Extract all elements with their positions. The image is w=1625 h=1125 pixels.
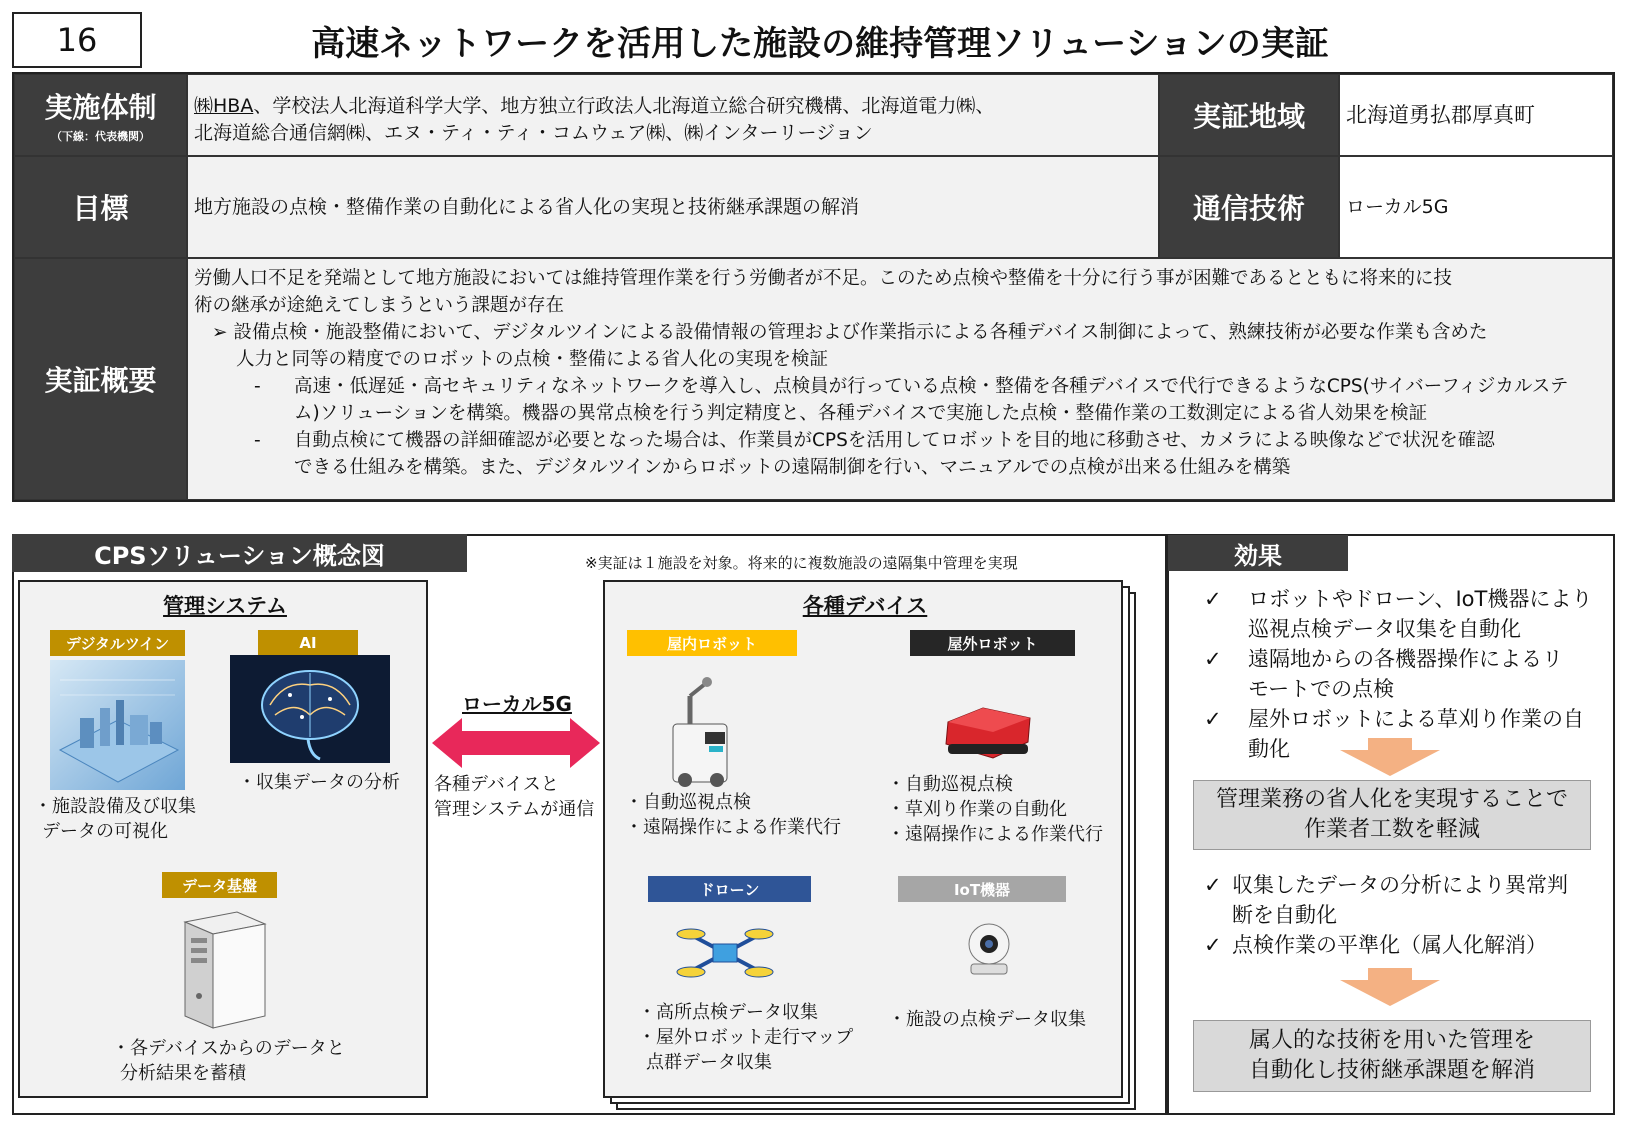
lead-organization: ㈱HBA	[194, 95, 254, 117]
effect-item	[1204, 870, 1568, 930]
drone-icon	[675, 922, 775, 984]
link-desc	[434, 772, 594, 822]
overview-dash-cont: できる仕組みを構築。また、デジタルツインからロボットの遠隔制御を行い、マニュアルでの点検が出来る仕組みを構築	[294, 457, 1291, 478]
region-value: 北海道勇払郡厚真町	[1339, 74, 1613, 156]
link-desc-line: 管理システムが通信	[434, 799, 595, 820]
outdoor-robot-tag: 屋外ロボット	[910, 630, 1075, 656]
iot-tag: IoT機器	[898, 876, 1066, 902]
devices-title: 各種デバイス	[802, 594, 928, 618]
effect-line: 動化	[1248, 737, 1290, 761]
outdoor-desc-line: ・自動巡視点検	[887, 774, 1013, 795]
overview-dash-cont: ム)ソリューションを構築。機器の異常点検を行う判定精度と、各種デバイスで実施した点検・整備作業の工数測定による省人効果を検証	[294, 403, 1428, 424]
db-tag: データ基盤	[162, 872, 277, 898]
link-desc-line: 各種デバイスと	[434, 774, 559, 795]
effect-line: 点検作業の平準化（属人化解消）	[1232, 933, 1547, 957]
dash-mark: -	[254, 430, 261, 451]
result-line: 自動化し技術継承課題を解消	[1248, 1058, 1535, 1083]
twin-tag: デジタルツイン	[50, 630, 185, 656]
indoor-desc-line: ・遠隔操作による作業代行	[625, 817, 841, 838]
effect-line: モートでの点検	[1248, 677, 1395, 701]
org-header	[14, 74, 187, 156]
indoor-desc-line: ・自動巡視点検	[625, 792, 751, 813]
twin-desc	[34, 794, 196, 844]
result-box-1	[1193, 780, 1591, 850]
drone-desc-line: ・高所点検データ収集	[638, 1002, 818, 1023]
db-desc-line: 分析結果を蓄積	[120, 1063, 246, 1084]
drone-desc-line: 点群データ収集	[646, 1052, 772, 1073]
overview-dash-item	[194, 373, 1606, 400]
check-icon: ✓	[1204, 873, 1222, 897]
bidirectional-arrow-icon	[432, 716, 600, 770]
camera-icon	[965, 920, 1013, 976]
slide-number: 16	[12, 12, 142, 68]
goal-label: 目標	[72, 192, 129, 225]
result-line: 属人的な技術を用いた管理を	[1248, 1028, 1535, 1053]
iot-desc: ・施設の点検データ収集	[888, 1009, 1086, 1030]
ai-desc: ・収集データの分析	[238, 772, 400, 793]
dash-mark: -	[254, 376, 261, 397]
db-desc	[112, 1036, 345, 1086]
bullet-text: 設備点検・施設整備において、デジタルツインによる設備情報の管理および作業指示による各種デバイス制御によって、熟練技術が必要な作業も含めた	[233, 322, 1488, 343]
region-label: 実証地域	[1192, 100, 1305, 133]
tech-value: ローカル5G	[1339, 156, 1613, 258]
overview-header	[14, 258, 187, 500]
page-title: 高速ネットワークを活用した施設の維持管理ソリューションの実証	[311, 23, 1329, 64]
indoor-robot-desc	[625, 790, 841, 840]
bullet-mark: ➢	[212, 322, 228, 343]
result-line: 作業者工数を軽減	[1303, 817, 1480, 842]
effect-line: ロボットやドローン、IoT機器により	[1248, 587, 1593, 611]
digital-twin-image	[50, 660, 185, 790]
org-sublabel: （下線：代表機関）	[51, 130, 150, 143]
org-content	[187, 74, 1159, 156]
check-icon: ✓	[1204, 933, 1222, 957]
effect-line: 巡視点検データ収集を自動化	[1248, 617, 1521, 641]
indoor-robot-tag: 屋内ロボット	[627, 630, 797, 656]
region-header	[1159, 74, 1339, 156]
check-icon: ✓	[1204, 587, 1222, 611]
outdoor-desc-line: ・草刈り作業の自動化	[887, 799, 1067, 820]
goal-value: 地方施設の点検・整備作業の自動化による省人化の実現と技術継承課題の解消	[187, 156, 1159, 258]
tech-label: 通信技術	[1192, 192, 1305, 225]
outdoor-desc-line: ・遠隔操作による作業代行	[887, 824, 1103, 845]
result-box-2	[1193, 1020, 1591, 1092]
outdoor-robot-desc	[887, 772, 1103, 847]
server-icon	[175, 904, 275, 1032]
devices-panel	[603, 580, 1123, 1098]
drone-tag: ドローン	[648, 876, 811, 902]
overview-line: 術の継承が途絶えてしまうという課題が存在	[194, 295, 565, 316]
org-line2: 北海道総合通信網㈱、エヌ・ティ・ティ・コムウェア㈱、㈱インターリージョン	[194, 122, 873, 144]
twin-desc-line: ・施設設備及び収集	[34, 796, 196, 817]
check-icon: ✓	[1204, 647, 1222, 671]
mgmt-panel	[18, 580, 428, 1098]
effect-line: 収集したデータの分析により異常判	[1232, 873, 1568, 897]
indoor-robot-icon	[665, 674, 740, 789]
effects-title: 効果	[1168, 535, 1348, 571]
link-label: ローカル5G	[462, 692, 572, 716]
down-arrow-icon	[1340, 738, 1440, 776]
down-arrow-icon	[1340, 968, 1440, 1006]
goal-header	[14, 156, 187, 258]
ai-tag: AI	[258, 630, 358, 656]
effect-line: 遠隔地からの各機器操作によるリ	[1248, 647, 1563, 671]
db-desc-line: ・各デバイスからのデータと	[112, 1038, 345, 1059]
tech-header	[1159, 156, 1339, 258]
effect-line: 断を自動化	[1232, 903, 1337, 927]
drone-desc-line: ・屋外ロボット走行マップ	[638, 1027, 854, 1048]
dash-text: 自動点検にて機器の詳細確認が必要となった場合は、作業員がCPSを活用してロボットを目的地に移動させ、カメラによる映像などで状況を確認	[294, 430, 1495, 451]
overview-bullet-cont: 人力と同等の精度でのロボットの点検・整備による省人化の実現を検証	[236, 349, 829, 370]
overview-content	[187, 258, 1613, 500]
info-table	[12, 72, 1615, 502]
overview-line: 労働人口不足を発端として地方施設においては維持管理作業を行う労働者が不足。このため点検や整備を十分に行う事が困難であるとともに将来的に技	[194, 268, 1453, 289]
effect-item	[1204, 584, 1592, 644]
result-line: 管理業務の省人化を実現することで	[1215, 787, 1568, 812]
cps-note: ※実証は１施設を対象。将来的に複数施設の遠隔集中管理を実現	[585, 554, 1018, 572]
overview-dash-item	[194, 427, 1606, 454]
twin-desc-line: データの可視化	[42, 821, 168, 842]
check-icon: ✓	[1204, 707, 1222, 731]
effect-item	[1204, 930, 1547, 960]
org-label: 実施体制	[44, 91, 157, 124]
overview-bullet	[194, 319, 1606, 346]
effect-line: 屋外ロボットによる草刈り作業の自	[1248, 707, 1584, 731]
outdoor-robot-icon	[938, 702, 1038, 764]
mgmt-title: 管理システム	[163, 594, 287, 618]
brain-ai-image	[230, 655, 390, 763]
drone-desc	[638, 1000, 853, 1075]
dash-text: 高速・低遅延・高セキュリティなネットワークを導入し、点検員が行っている点検・整備を各種デバイスで代行できるようなCPS(サイバーフィジカルステ	[294, 376, 1569, 397]
org-line1-rest: 、学校法人北海道科学大学、地方独立行政法人北海道立総合研究機構、北海道電力㈱、	[253, 95, 995, 117]
effect-item	[1204, 644, 1563, 704]
overview-label: 実証概要	[44, 364, 157, 397]
cps-title: CPSソリューション概念図	[12, 534, 467, 572]
